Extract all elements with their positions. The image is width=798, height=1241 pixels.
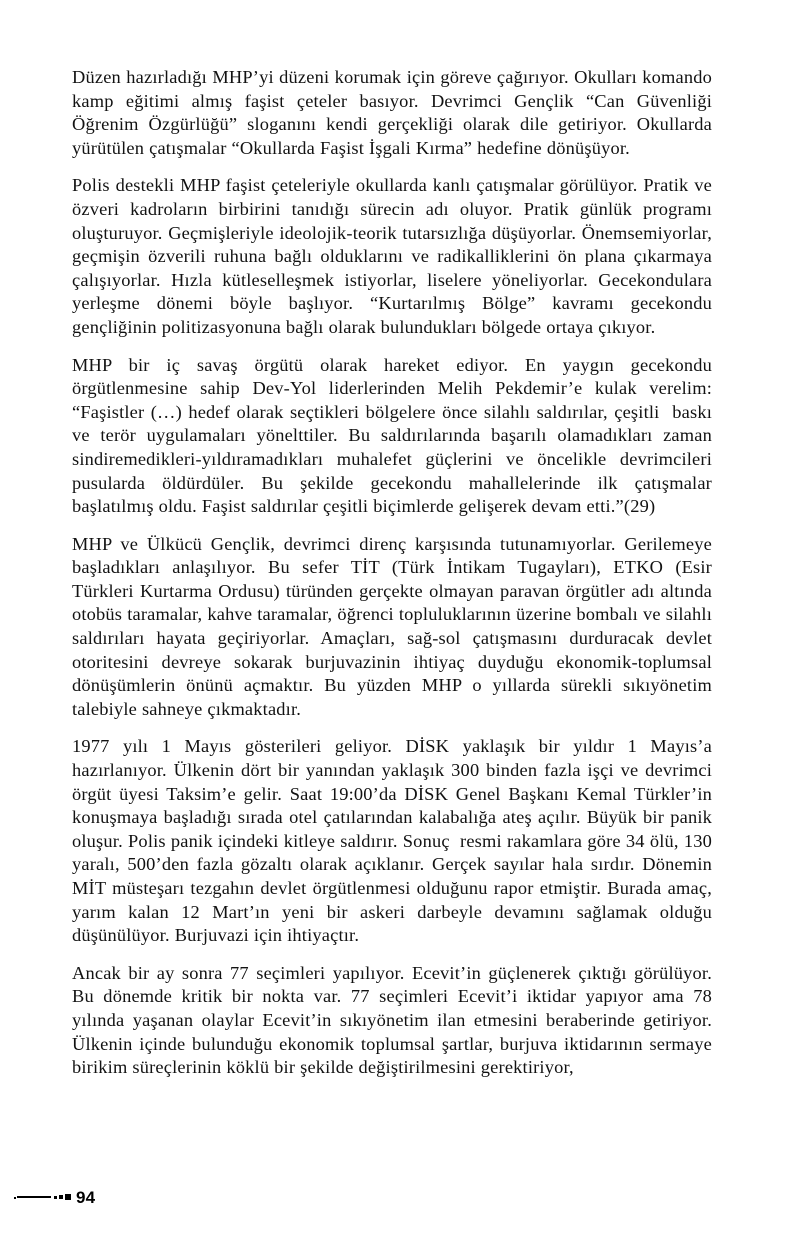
page-footer — [14, 1187, 95, 1207]
footer-ornament-square-large-icon — [65, 1194, 71, 1200]
footer-ornament-dot-icon — [14, 1197, 16, 1199]
paragraph: MHP bir iç savaş örgütü olarak hareket ediyor. En yaygın gecekondu örgütlenmesine sahip Dev-Yol liderlerinden Melih Pekdemir’e kulak verelim: “Faşistler (…) hedef olarak seçtikleri bölgelere önce silahlı saldırılar, çeşitli baskı ve terör uygulamaları yönelttiler. Bu saldırılarında başarılı olamadıkları zaman sindiremedikleri-yıldıramadıkları muhalefet güçlerini ve öncelikle devrimcileri pusularda öldürdüler. Bu şekilde gecekondu mahallelerinde ilk çatışmalar başlatılmış oldu. Faşist saldırılar çeşitli biçimlerde gelişerek devam etti.”(29) — [72, 354, 717, 517]
footer-ornament-square-small-icon — [54, 1196, 57, 1199]
page-number: 94 — [76, 1187, 96, 1207]
footer-ornament-square-medium-icon — [59, 1195, 63, 1199]
paragraph: Ancak bir ay sonra 77 seçimleri yapılıyor. Ecevit’in güçlenerek çıktığı görülüyor. Bu dönemde kritik bir nokta var. 77 seçimleri Ecevit’i iktidar yapıyor ama 78 yılında yaşanan olaylar Ecevit’in sıkıyönetim ilan etmesini beraberinde getiriyor. Ülkenin içinde bulunduğu ekonomik toplumsal şartlar, burjuva iktidarının sermaye birikim süreçlerinin köklü bir şekilde değiştirilmesini gerektiriyor, — [72, 962, 717, 1078]
footer-ornament-rule-icon — [17, 1196, 51, 1198]
paragraph: Polis destekli MHP faşist çeteleriyle okullarda kanlı çatışmalar görülüyor. Pratik ve özveri kadroların birbirini tanıdığı sürecin adı oluyor. Pratik günlük programı oluşturuyor. Geçmişleriyle ideolojik-teorik tutarsızlığa düşüyorlar. Önemsemiyorlar, geçmişin özverili ruhuna bağlı olduklarını ve radikalliklerini ön plana çıkarmaya çalışıyorlar. Hızla kütleselleşmek istiyorlar, liselere yöneliyorlar. Gecekondulara yerleşme dönemi böyle başlıyor. “Kurtarılmış Bölge” kavramı gecekondu gençliğinin politizasyonuna bağlı olarak bulundukları bölgede ortaya çıkıyor. — [72, 175, 717, 337]
paragraph: MHP ve Ülkücü Gençlik, devrimci direnç karşısında tutunamıyorlar. Gerilemeye başladıkları anlaşılıyor. Bu sefer TİT (Türk İntikam Tugayları), ETKO (Esir Türkleri Kurtarma Ordusu) türünden gerçekte olmayan paravan örgütler adı altında otobüs taramalar, kahve taramalar, öğrenci topluluklarının üzerine bombalı ve silahlı saldırıları hayata geçiriyorlar. Amaçları, sağ-sol çatışmasını durduracak devlet otoritesini devreye sokarak burjuvazinin ihtiyaç duyduğu ekonomik-toplumsal dönüşümlerin önünü açmaktır. Bu yüzden MHP o yıllarda sürekli sıkıyönetim talebiyle sahneye çıkmaktadır. — [72, 533, 717, 719]
body-text-column — [72, 66, 717, 1080]
paragraph: Düzen hazırladığı MHP’yi düzeni korumak için göreve çağırıyor. Okulları komando kamp eğitimi almış faşist çeteler basıyor. Devrimci Gençlik “Can Güvenliği Öğrenim Özgürlüğü” sloganını kendi gerçekliği olarak dile getiriyor. Okullarda yürütülen çatışmalar “Okullarda Faşist İşgali Kırma” hedefine dönüşüyor. — [72, 67, 717, 158]
paragraph: 1977 yılı 1 Mayıs gösterileri geliyor. DİSK yaklaşık bir yıldır 1 Mayıs’a hazırlanıyor. Ülkenin dört bir yanından yaklaşık 300 binden fazla işçi ve devrimci örgüt üyesi Taksim’e gelir. Saat 19:00’da DİSK Genel Başkanı Kemal Türkler’in konuşmaya başladığı sırada otel çatılarından kalabalığa ateş açılır. Büyük bir panik oluşur. Polis panik içindeki kitleye saldırır. Sonuç resmi rakamlara göre 34 ölü, 130 yaralı, 500’den fazla gözaltı olarak açıklanır. Gerçek sayılar hala sırdır. Dönemin MİT müsteşarı tezgahın devlet örgütlenmesi olduğunu rapor etmiştir. Burada amaç, yarım kalan 12 Mart’ın yeni bir askeri darbeyle devamını sağlamak olduğu düşünülüyor. Burjuvazi için ihtiyaçtır. — [72, 736, 717, 946]
